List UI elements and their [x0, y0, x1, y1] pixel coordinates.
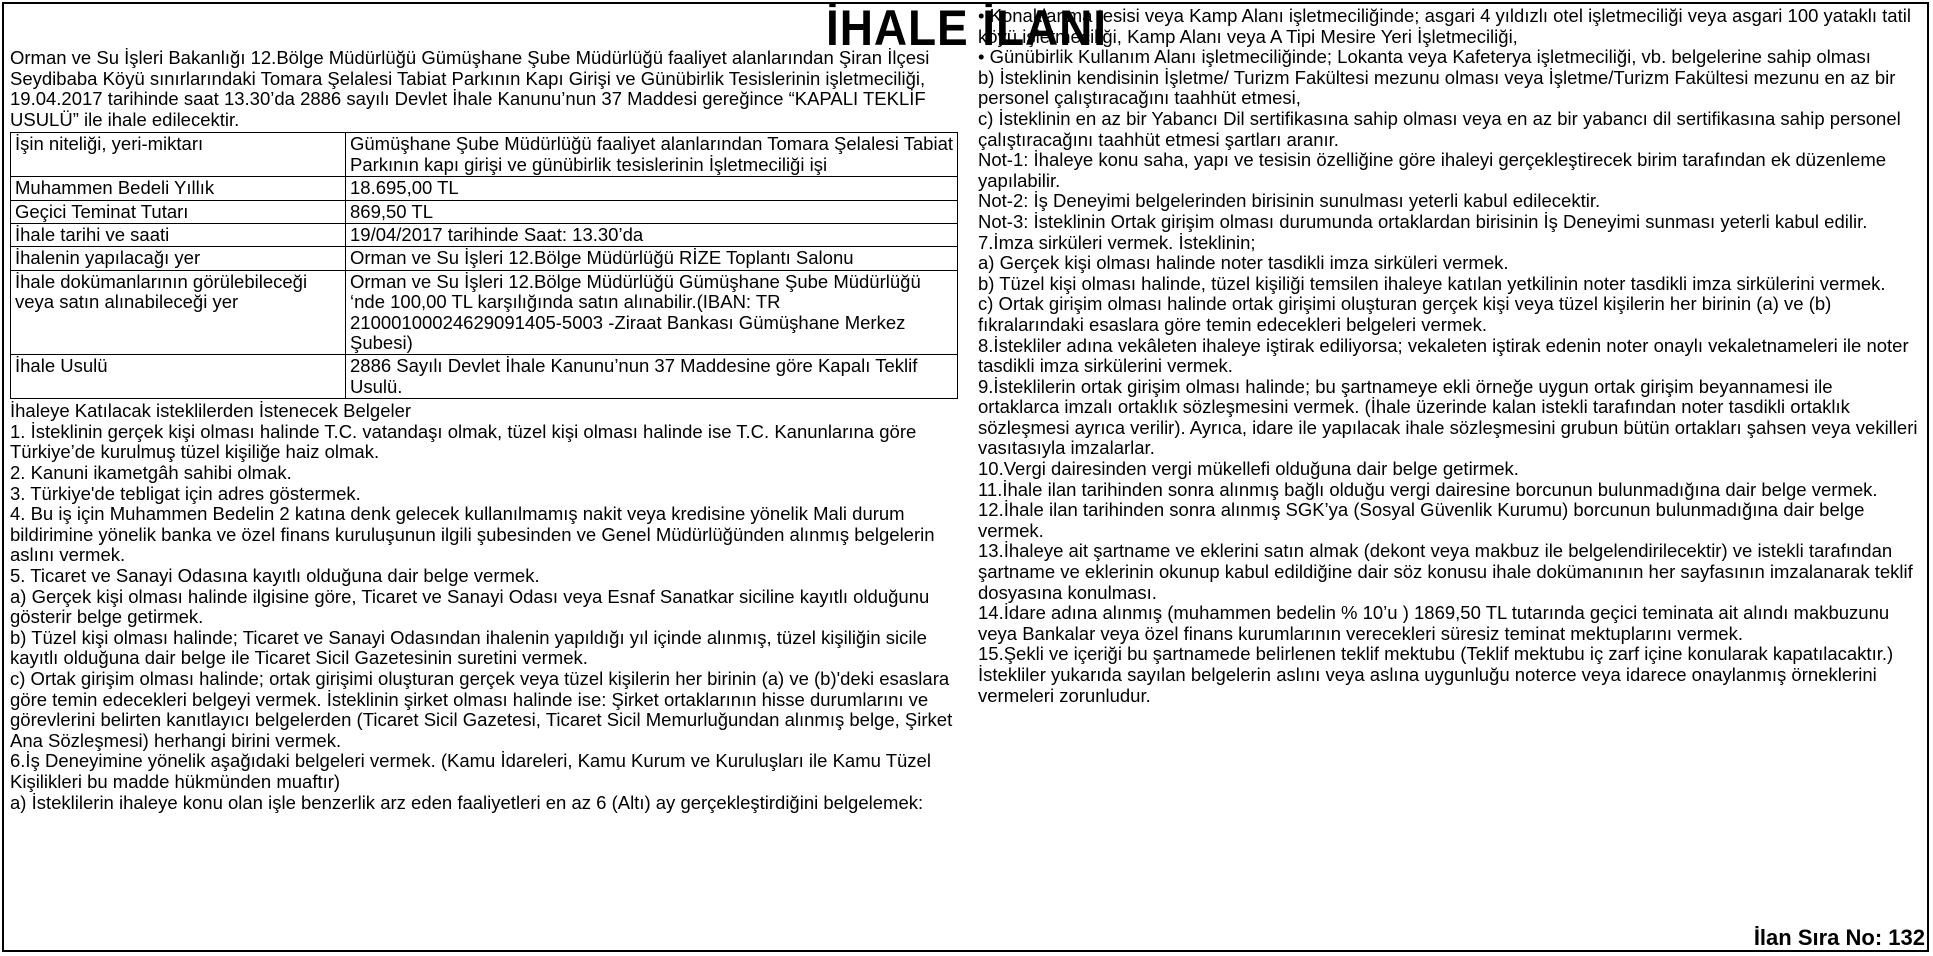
list-item: 4. Bu iş için Muhammen Bedelin 2 katına denk gelecek kullanılmamış nakit veya kredisine yönelik Mali durum bildirimine yönelik banka ve özel finans kuruluşunun ilgili şubesinden ve Genel Müdürlüğünden alınmış belgelerin aslını vermek. — [10, 503, 935, 566]
list-item: Not-2: İş Deneyimi belgelerinden birisinin sunulması yeterli kabul edilecektir. — [978, 190, 1601, 212]
list-item: 12.İhale ilan tarihinden sonra alınmış SGK’ya (Sosyal Güvenlik Kurumu) borcunun bulunmadığına dair belge vermek. — [978, 499, 1865, 541]
table-key-cell: Muhammen Bedeli Yıllık — [11, 177, 346, 200]
table-value-cell: 2886 Sayılı Devlet İhale Kanunu’nun 37 Maddesine göre Kapalı Teklif Usulü. — [346, 355, 958, 399]
table-row — [11, 177, 958, 200]
table-row — [11, 247, 958, 270]
list-item: 15.Şekli ve içeriği bu şartnamede belirlenen teklif mektubu (Teklif mektubu iç zarf içine konularak kapatılacaktır.) — [978, 643, 1894, 665]
ilan-number: İlan Sıra No: 132 — [1753, 925, 1925, 950]
list-item: c) Ortak girişim olması halinde; ortak girişimi oluşturan gerçek veya tüzel kişilerin her birinin (a) ve (b)'deki esaslara göre temin edecekleri belgeyi vermek. İsteklinin şirket olması halinde ise: Şirket ortaklarının hisse durumlarını ve görevlerini belirten kanıtlayıcı belgelerden (Ticaret Sicil Gazetesi, Ticaret Sicil Memurluğundan alınmış belge, Şirket Ana Sözleşmesi) herhangi birini vermek. — [10, 667, 953, 751]
table-value-cell: Orman ve Su İşleri 12.Bölge Müdürlüğü RİZE Toplantı Salonu — [346, 247, 958, 270]
list-item: 3. Türkiye'de tebligat için adres göstermek. — [10, 482, 361, 504]
list-item: 1. İsteklinin gerçek kişi olması halinde T.C. vatandaşı olmak, tüzel kişi olması halinde ise T.C. Kanunlarına göre Türkiye’de kurulmuş tüzel kişiliğe haiz olmak. — [10, 420, 917, 463]
page-title: İHALE İLANI — [825, 0, 1108, 56]
list-item: Not-1: İhaleye konu saha, yapı ve tesisin özelliğine göre ihaleyi gerçekleştirecek birim tarafından ek düzenleme yapılabilir. — [978, 149, 1887, 191]
list-item: Not-3: İsteklinin Ortak girişim olması durumunda ortaklardan birisinin İş Deneyimi sunması yeterli kabul edilir. — [978, 210, 1868, 232]
list-item: c) İsteklinin en az bir Yabancı Dil sertifikasına sahip olması veya en az bir yabancı dil sertifikasına sahip personel çalıştıracağını taahhüt etmesi şartları aranır. — [978, 107, 1901, 150]
table-key-cell: İhale dokümanlarının görülebileceği veya satın alınabileceği yer — [11, 270, 346, 355]
info-table — [10, 132, 958, 399]
list-item: a) İsteklilerin ihaleye konu olan işle benzerlik arz eden faaliyetleri en az 6 (Altı) ay gerçekleştirdiğini belgelemek: — [10, 791, 924, 813]
table-value-cell: 19/04/2017 tarihinde Saat: 13.30’da — [346, 224, 958, 247]
left-column — [10, 48, 970, 813]
list-item: 11.İhale ilan tarihinden sonra alınmış bağlı olduğu vergi dairesine borcunun bulunmadığına dair belge vermek. — [978, 478, 1878, 500]
table-key-cell: İhale Usulü — [11, 355, 346, 399]
requirements-list — [10, 401, 970, 813]
list-item: İstekliler yukarıda sayılan belgelerin aslını veya aslına uygunluğu noterce veya idarece onaylanmış örneklerini vermeleri zorunludur. — [978, 664, 1877, 706]
intro-paragraph: Orman ve Su İşleri Bakanlığı 12.Bölge Müdürlüğü Gümüşhane Şube Müdürlüğü faaliyet alanlarından Şiran İlçesi Seydibaba Köyü sınırlarındaki Tomara Şelalesi Tabiat Parkının Kapı Girişi ve Günübirlik Tesislerinin işletmeciliği, 19.04.2017 tarihinde saat 13.30’da 2886 sayılı Devlet İhale Kanunu’nun 37 Maddesi gereğince “KAPALI TEKLİF USULÜ” ile ihale edilecektir. — [10, 47, 930, 130]
table-key-cell: İşin niteliği, yeri-miktarı — [11, 133, 346, 177]
table-value-cell: Gümüşhane Şube Müdürlüğü faaliyet alanlarından Tomara Şelalesi Tabiat Parkının kapı girişi ve günübirlik tesislerinin İşletmeciliği işi — [346, 133, 958, 177]
table-value-cell: 18.695,00 TL — [346, 177, 958, 200]
list-item: 5. Ticaret ve Sanayi Odasına kayıtlı olduğuna dair belge vermek. — [10, 565, 540, 586]
requirements-list-continued — [978, 6, 1918, 706]
list-item: 6.İş Deneyimine yönelik aşağıdaki belgeleri vermek. (Kamu İdareleri, Kamu Kurum ve Kuruluşları ile Kamu Tüzel Kişilikleri bu madde hükmünden muaftır) — [10, 750, 931, 792]
list-item: b) Tüzel kişi olması halinde; Ticaret ve Sanayi Odasından ihalenin yapıldığı yıl içinde alınmış, tüzel kişiliğin sicile kayıtlı olduğuna dair belge ile Ticaret Sicil Gazetesinin suretini vermek. — [10, 626, 927, 669]
list-item: 8.İstekliler adına vekâleten ihaleye iştirak ediliyorsa; vekaleten iştirak edenin noter onaylı vekaletnameleri ile noter tasdikli imza sirkülerini vermek. — [978, 334, 1909, 377]
list-item: 7.İmza sirküleri vermek. İsteklinin; — [978, 231, 1256, 253]
list-item: 2. Kanuni ikametgâh sahibi olmak. — [10, 462, 292, 484]
table-key-cell: Geçici Teminat Tutarı — [11, 200, 346, 223]
list-item: a) Gerçek kişi olması halinde noter tasdikli imza sirküleri vermek. — [978, 252, 1509, 274]
list-item: 10.Vergi dairesinden vergi mükellefi olduğuna dair belge getirmek. — [978, 458, 1519, 480]
table-row — [11, 133, 958, 177]
table-key-cell: İhale tarihi ve saati — [11, 224, 346, 247]
table-row — [11, 355, 958, 399]
list-item: b) İsteklinin kendisinin İşletme/ Turizm Fakültesi mezunu olması veya İşletme/Turizm Fakültesi mezunu en az bir personel çalıştıracağını taahhüt etmesi, — [978, 66, 1896, 109]
list-item: b) Tüzel kişi olması halinde, tüzel kişiliği temsilen ihaleye katılan yetkilinin noter tasdikli imza sirkülerini vermek. — [978, 272, 1886, 294]
list-item: İhaleye Katılacak isteklilerden İstenecek Belgeler — [10, 400, 412, 422]
table-row — [11, 224, 958, 247]
table-value-cell: 869,50 TL — [346, 200, 958, 223]
table-row — [11, 270, 958, 355]
list-item: • Konaklanma tesisi veya Kamp Alanı işletmeciliğinde; asgari 4 yıldızlı otel işletmeciliği veya asgari 100 yataklı tatil köyü işletmeciliği, Kamp Alanı veya A Tipi Mesire Yeri İşletmeciliği, — [978, 5, 1911, 47]
table-value-cell: Orman ve Su İşleri 12.Bölge Müdürlüğü Gümüşhane Şube Müdürlüğü ‘nde 100,00 TL karşılığında satın alınabilir.(IBAN: TR 21000100024629091405-5003 -Ziraat Bankası Gümüşhane Merkez Şubesi) — [346, 270, 958, 355]
list-item: • Günübirlik Kullanım Alanı işletmeciliğinde; Lokanta veya Kafeterya işletmeciliği, vb. belgelerine sahip olması — [978, 46, 1871, 68]
right-column — [978, 6, 1918, 706]
list-item: a) Gerçek kişi olması halinde ilgisine göre, Ticaret ve Sanayi Odası veya Esnaf Sanatkar siciline kayıtlı olduğunu gösterir belge getirmek. — [10, 585, 930, 628]
list-item: 9.İsteklilerin ortak girişim olması halinde; bu şartnameye ekli örneğe uygun ortak girişim beyannamesi ile ortaklarca imzalı ortaklık sözleşmesini vermek. (İhale üzerinde kalan istekli tarafından noter tasdikli ortaklık sözleşmesi ayrıca verilir). Ayrıca, idare ile yapılacak ihale sözleşmesini grubun bütün ortakları şahsen veya vekilleri vasıtasıyla imzalarlar. — [978, 375, 1918, 459]
list-item: 13.İhaleye ait şartname ve eklerini satın almak (dekont veya makbuz ile belgelendirilecektir) ve istekli tarafından şartname ve eklerinin okunup kabul edildiğine dair söz konusu ihale dokümanının her sayfasının imzalanarak teklif dosyasına konulması. — [978, 540, 1913, 603]
list-item: c) Ortak girişim olması halinde ortak girişimi oluşturan gerçek kişi veya tüzel kişilerin her birinin (a) ve (b) fıkralarındaki esaslara göre temin edecekleri belgeleri vermek. — [978, 293, 1832, 335]
table-key-cell: İhalenin yapılacağı yer — [11, 247, 346, 270]
list-item: 14.İdare adına alınmış (muhammen bedelin % 10’u ) 1869,50 TL tutarında geçici teminata ait alındı makbuzunu veya Bankalar veya özel finans kurumlarının verecekleri süresiz teminat mektuplarını vermek. — [978, 602, 1890, 644]
table-row — [11, 200, 958, 223]
